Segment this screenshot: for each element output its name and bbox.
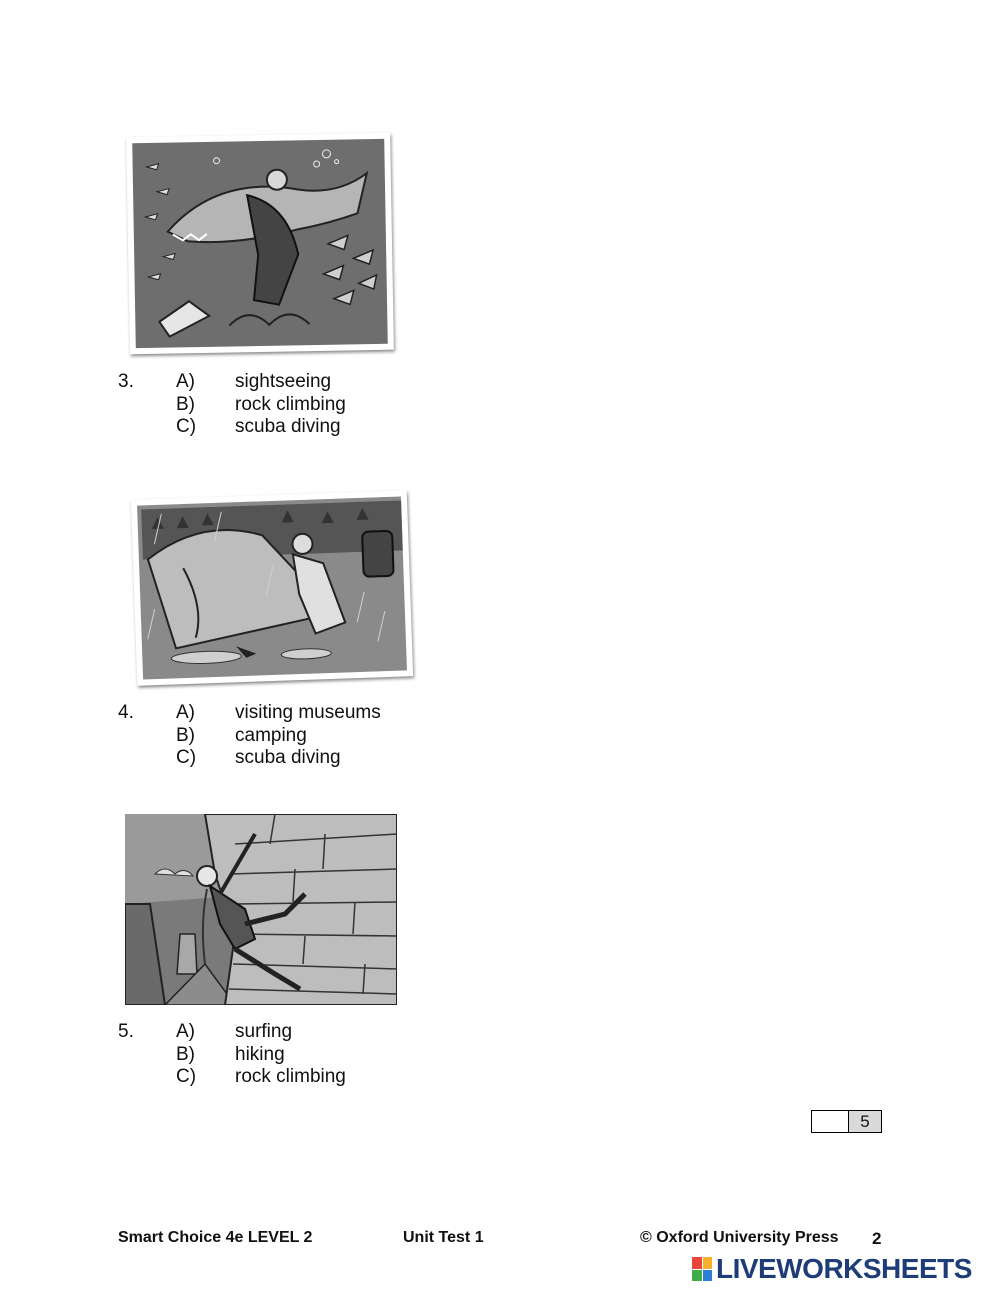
option-text: rock climbing bbox=[235, 393, 346, 415]
question-number: 4. bbox=[118, 702, 134, 723]
option-letter: B) bbox=[176, 1043, 195, 1065]
rock-climbing-illustration bbox=[125, 814, 397, 1005]
option-letter: A) bbox=[176, 702, 195, 723]
footer-unit: Unit Test 1 bbox=[403, 1229, 484, 1246]
option-text: visiting museums bbox=[235, 702, 381, 723]
option-text: camping bbox=[235, 724, 307, 746]
option-letter: B) bbox=[176, 393, 195, 415]
liveworksheets-icon bbox=[692, 1257, 712, 1281]
question-number: 5. bbox=[118, 1021, 134, 1042]
option-letter: C) bbox=[176, 1066, 197, 1088]
option-text: hiking bbox=[235, 1043, 285, 1065]
option-text: surfing bbox=[235, 1021, 293, 1042]
option-text: scuba diving bbox=[235, 747, 341, 769]
option-letter: A) bbox=[176, 371, 195, 392]
option-text: scuba diving bbox=[235, 416, 341, 438]
option-text: sightseeing bbox=[235, 371, 332, 392]
liveworksheets-wordmark: LIVEWORKSHEETS bbox=[716, 1253, 972, 1284]
score-total: 5 bbox=[849, 1111, 881, 1132]
camping-illustration bbox=[131, 490, 413, 686]
liveworksheets-logo bbox=[692, 1254, 972, 1284]
footer-copyright: © Oxford University Press bbox=[640, 1229, 839, 1246]
question-number: 3. bbox=[118, 371, 134, 392]
score-input[interactable] bbox=[812, 1111, 849, 1132]
scuba-diving-illustration bbox=[126, 133, 394, 355]
footer-page-number: 2 bbox=[872, 1229, 882, 1248]
option-text: rock climbing bbox=[235, 1066, 346, 1088]
option-letter: A) bbox=[176, 1021, 195, 1042]
option-letter: B) bbox=[176, 724, 195, 746]
footer-title: Smart Choice 4e LEVEL 2 bbox=[118, 1229, 313, 1246]
option-letter: C) bbox=[176, 416, 197, 438]
option-letter: C) bbox=[176, 747, 197, 769]
score-box bbox=[811, 1110, 882, 1133]
